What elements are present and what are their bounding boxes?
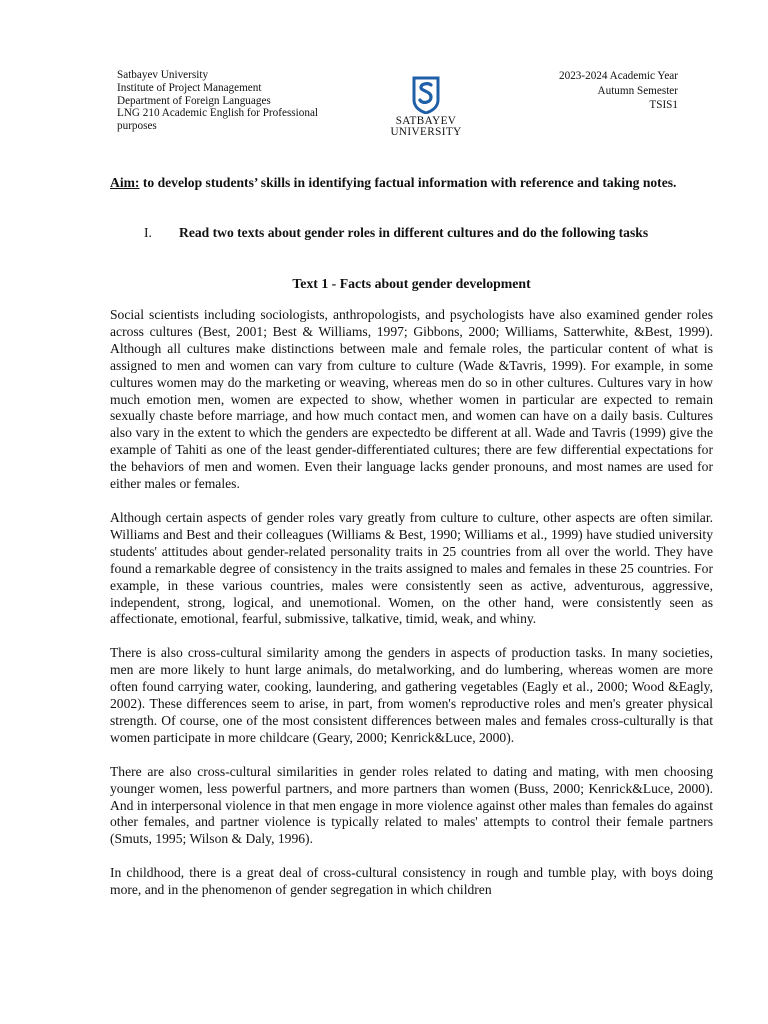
academic-year: 2023-2024 Academic Year — [559, 70, 678, 82]
aim-label: Aim: — [110, 175, 140, 190]
paragraph: There are also cross-cultural similarities in gender roles related to dating and mating, with men choosing younger women, less powerful partners, and more partners than women (Buss, 2000; Kenrick&Luce, 2000). And in interpersonal violence in that men engage in more violence against other males than females do against other females, and partner violence is typically related to males' attempts to control their female partners (Smuts, 1995; Wilson & Daly, 1996). — [110, 763, 713, 847]
paragraph: Social scientists including sociologists, anthropologists, and psychologists have also examined gender roles across cultures (Best, 2001; Best & Williams, 1997; Gibbons, 2000; Williams, Satterwhite, &Best, 1999). Although all cultures make distinctions between male and female roles, the particular content of what is assigned to men and women can vary from culture to culture (Wade &Tavris, 1999). For example, in some cultures women may do the marketing or weaving, whereas men do so in other cultures. Cultures vary in how much emotion men, women are expected to show, whether women in particular are expected to remain sexually chaste before marriage, and how much contact men, and women can have on a daily basis. Cultures also vary in the extent to which the genders are expectedto be different at all. Wade and Tavris (1999) give the example of Tahiti as one of the least gender-differentiated cultures; there are few differential expectations for the behaviors of men and women. Even their language lacks gender pronouns, and most names are used for either males or females. — [110, 307, 713, 492]
satbayev-s-shield-logo-icon — [412, 76, 440, 114]
text1-title: Text 1 - Facts about gender development — [292, 276, 531, 291]
logo-text-university: UNIVERSITY — [390, 126, 462, 138]
course-name: LNG 210 Academic English for Professional purposes — [117, 107, 319, 133]
semester-header — [478, 69, 678, 113]
text1-body — [110, 307, 713, 916]
logo-wordmark — [378, 116, 474, 138]
task-number: I. — [144, 225, 152, 240]
department-name: Department of Foreign Languages — [117, 94, 271, 107]
university-logo — [378, 76, 474, 150]
university-name: Satbayev University — [117, 69, 209, 81]
institute-name: Institute of Project Management — [117, 81, 262, 94]
paragraph: There is also cross-cultural similarity among the genders in aspects of production tasks. In many societies, men are more likely to hunt large animals, do metalworking, and do lumbering, whereas women are more often found carrying water, cooking, laundering, and gathering vegetables (Eagly et al., 2000; Wood &Eagly, 2002). These differences seem to arise, in part, from women's reproductive roles and men's greater physical strength. Of course, one of the most consistent differences between males and females cross-culturally is that women participate in more childcare (Geary, 2000; Kenrick&Luce, 2000). — [110, 645, 713, 745]
semester: Autumn Semester — [597, 84, 678, 97]
aim-text: to develop students’ skills in identifying factual information with reference and taking notes. — [139, 175, 677, 190]
task-instruction: Read two texts about gender roles in different cultures and do the following tasks — [179, 225, 649, 240]
assignment-code: TSIS1 — [649, 99, 678, 111]
logo-text-satbayev: SATBAYEV — [395, 115, 457, 127]
paragraph: Although certain aspects of gender roles vary greatly from culture to culture, other aspects are often similar. Williams and Best and their colleagues (Williams & Best, 1990; Williams et al., 1999) have studied university students' attitudes about gender-related personality traits in 25 countries from all over the world. They have found a remarkable degree of consistency in the traits assigned to males and females in these 25 countries. For example, in these various countries, males were consistently seen as active, adventurous, aggressive, independent, strong, logical, and unemotional. Women, on the other hand, were consistently seen as affectionate, emotional, fearful, submissive, talkative, timid, weak, and whiny. — [110, 509, 713, 627]
institution-header — [117, 69, 347, 133]
aim-statement — [110, 174, 713, 191]
paragraph: In childhood, there is a great deal of cross-cultural consistency in rough and tumble play, with boys doing more, and in the phenomenon of gender segregation in which children — [110, 865, 713, 898]
